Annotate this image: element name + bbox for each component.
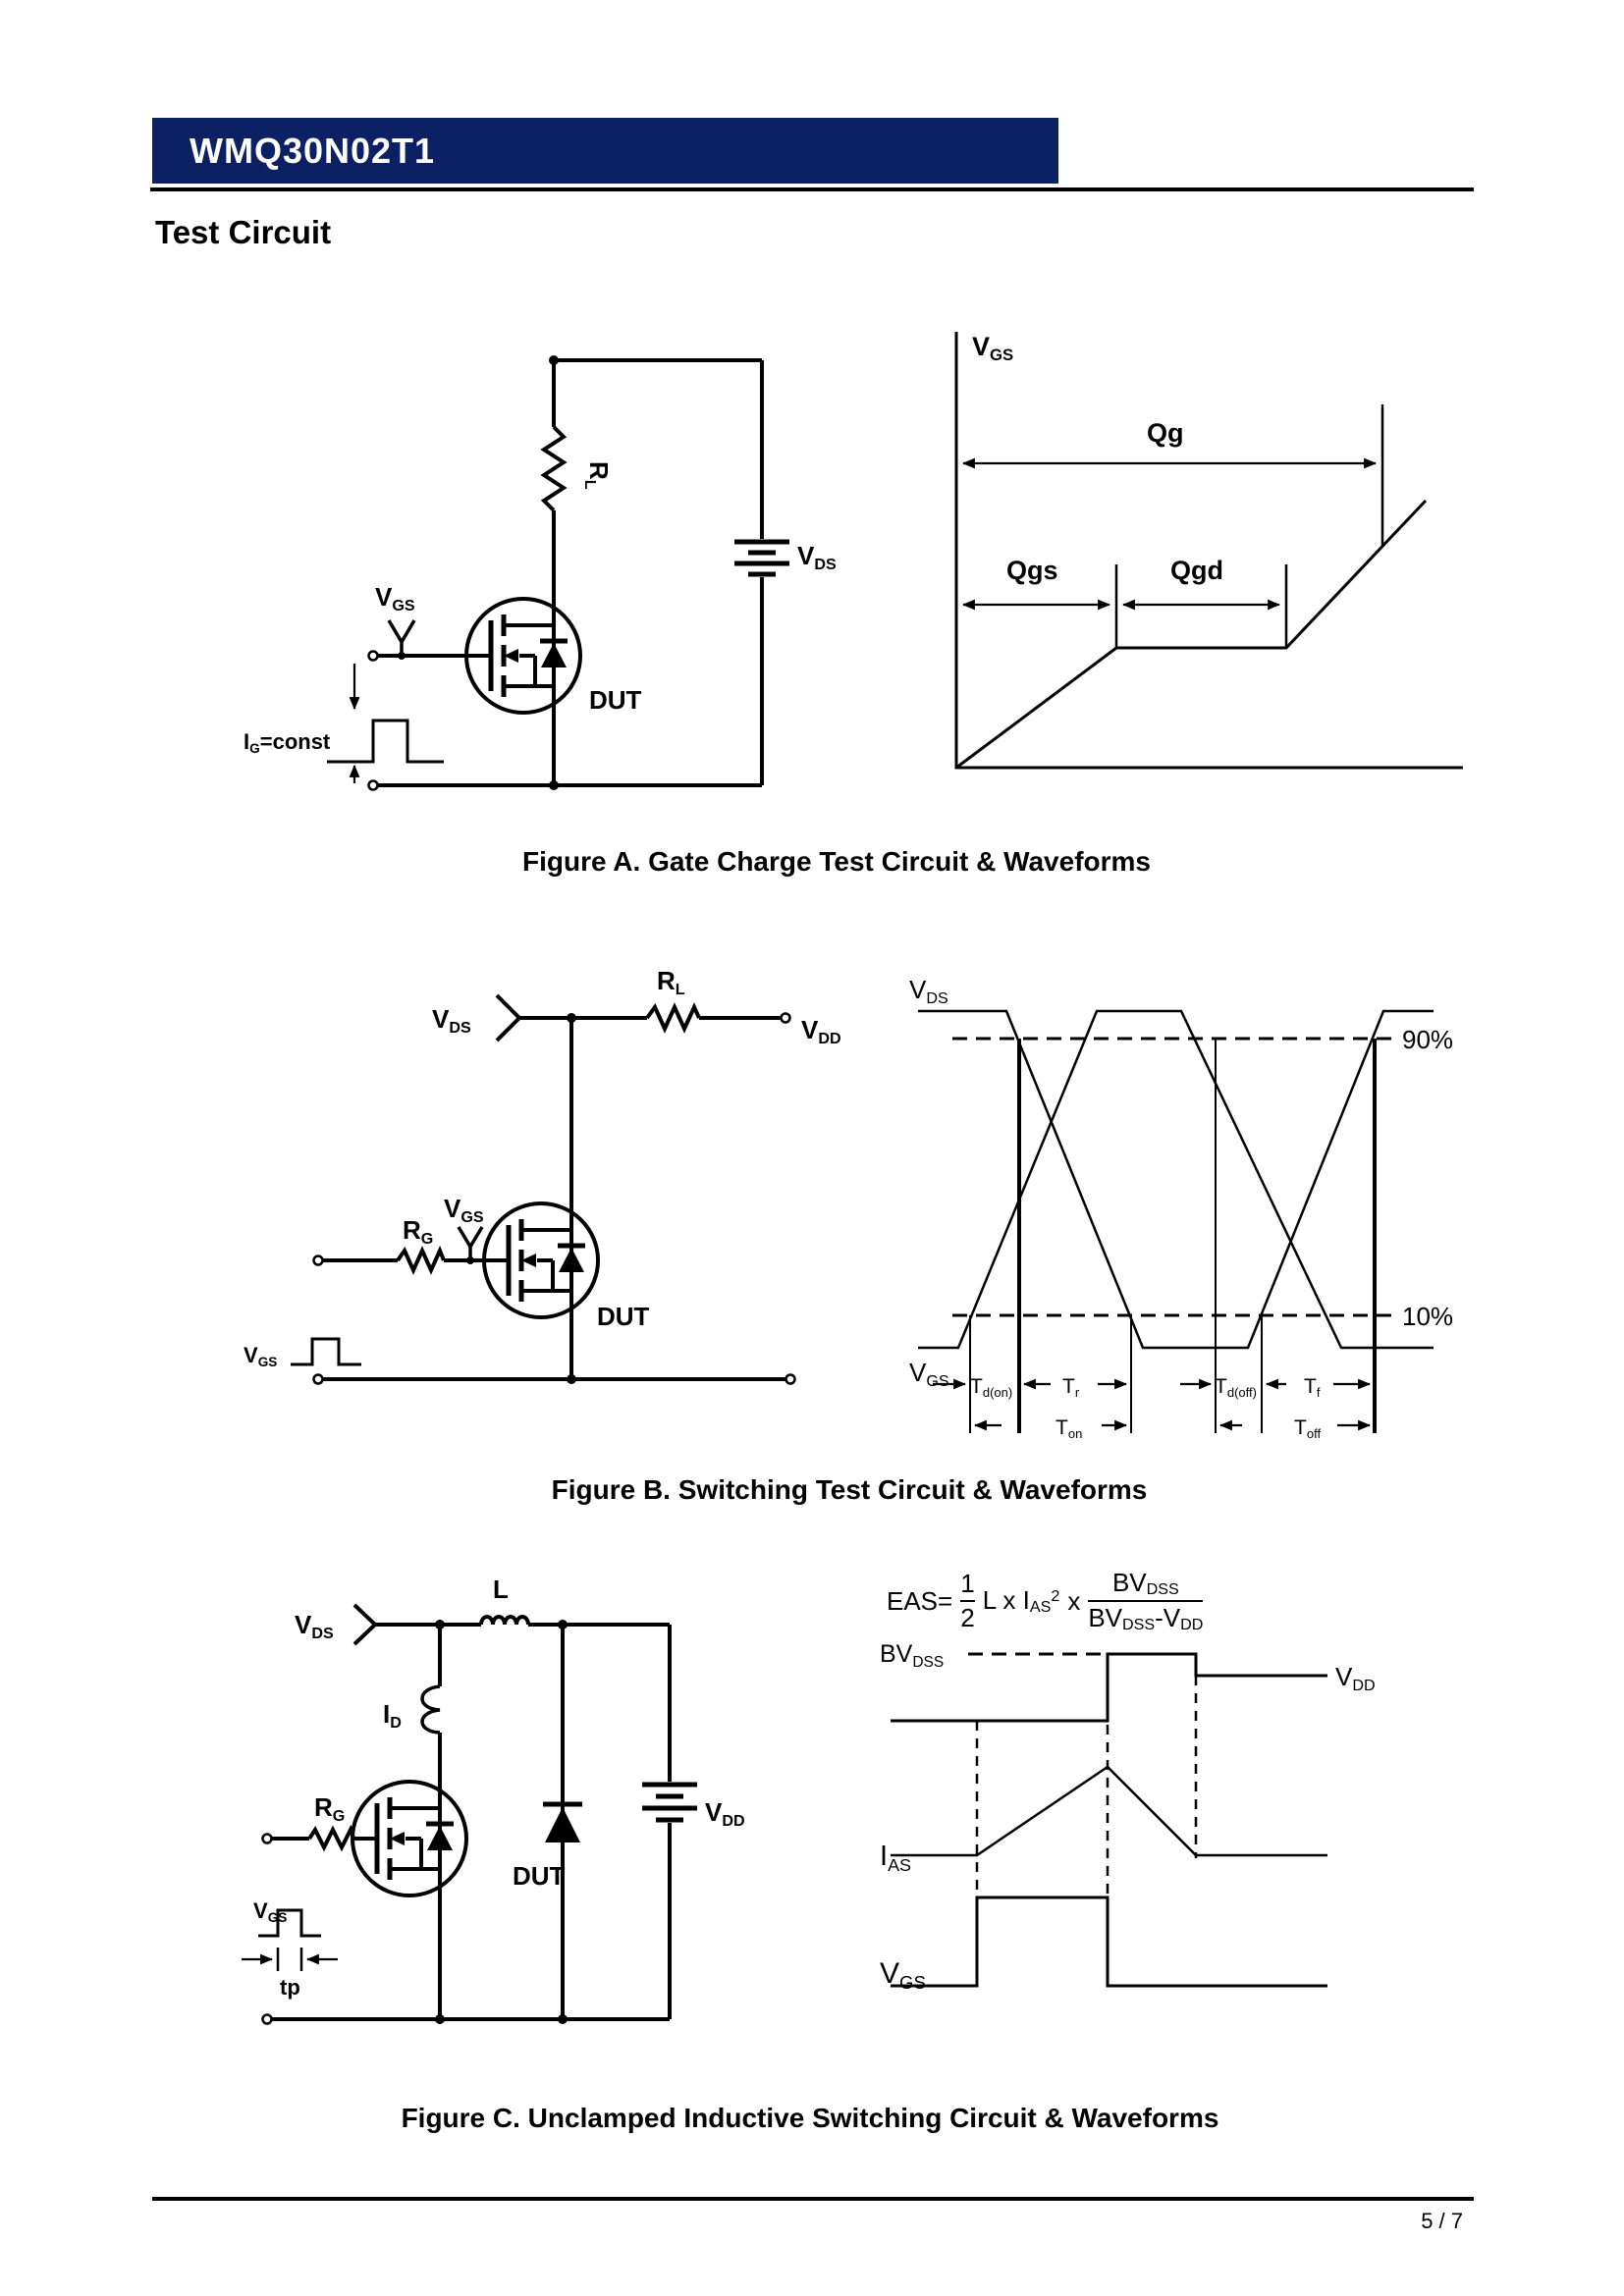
eas-lhs: EAS= <box>887 1585 953 1616</box>
figure-b-waveform <box>884 937 1522 1443</box>
vds-label: VDS <box>432 1004 471 1037</box>
resistor-rg <box>309 1830 353 1847</box>
resistor-rl <box>647 1007 699 1029</box>
dut-label: DUT <box>589 685 642 715</box>
figure-a-waveform <box>923 314 1483 795</box>
fraction-bvdss: $\frac{BV_{DSS}}{BV_{DSS}-V_{DD}}$ <box>1088 1568 1204 1634</box>
figure-a-wires <box>327 355 789 790</box>
fraction-half: $\frac{1}{2}$ <box>960 1568 975 1633</box>
source-terminal-right <box>786 1375 795 1384</box>
source-terminal-left <box>314 1375 323 1384</box>
figure-b-wires <box>291 995 795 1384</box>
vds-probe <box>354 1605 375 1644</box>
figure-b-caption: Figure B. Switching Test Circuit & Waveforms <box>551 1474 1148 1505</box>
vgs-trace <box>918 1011 1434 1348</box>
source-terminal <box>369 781 378 790</box>
header-title: WMQ30N02T1 <box>189 130 436 171</box>
figure-a-caption: Figure A. Gate Charge Test Circuit & Waveforms <box>522 846 1151 877</box>
pct10-label: 10% <box>1402 1302 1454 1331</box>
vgs-label: $V_{GS}$ <box>880 1957 926 1993</box>
vdd-terminal <box>782 1014 790 1023</box>
ig-pulse <box>327 721 444 762</box>
ig-const-label: IG=const <box>244 729 331 756</box>
qgd-label: Qgd <box>1170 556 1223 585</box>
l-label: L <box>493 1575 509 1604</box>
gate-terminal <box>369 652 378 661</box>
vgs-probe <box>389 620 414 656</box>
vgs-pulse <box>291 1339 361 1364</box>
figure-c-traces <box>891 1654 1327 1986</box>
figure-c-wires <box>242 1605 697 2024</box>
figure-c-circuit <box>226 1531 874 2047</box>
diode <box>543 1804 582 1842</box>
td-off-label: Td(off) <box>1215 1375 1257 1400</box>
vgs-charge-curve <box>956 501 1426 768</box>
tf-label: Tf <box>1304 1375 1321 1400</box>
vds-label: VDS <box>909 975 948 1007</box>
rg-label: RG <box>314 1792 346 1825</box>
figure-c-caption: Figure C. Unclamped Inductive Switching Circuit & Waveforms <box>401 2103 1219 2133</box>
resistor-rl <box>544 427 564 510</box>
vgs-axis-label: VGS <box>972 332 1014 364</box>
vgs-pulse-label: VGS <box>244 1343 278 1369</box>
gate-terminal <box>263 1835 272 1843</box>
rl-label: RL <box>581 461 614 490</box>
vgs-label: VGS <box>375 582 415 614</box>
figure-a-circuit <box>226 324 864 805</box>
id-label: ID <box>383 1699 402 1732</box>
battery-vdd <box>642 1785 697 1820</box>
figure-b-circuit <box>236 933 884 1428</box>
vds-trace <box>891 1654 1327 1721</box>
vgs-label: VGS <box>253 1898 288 1925</box>
vgs-probe <box>459 1227 482 1260</box>
td-on-label: Td(on) <box>970 1375 1013 1400</box>
header-bar <box>152 118 1058 184</box>
vds-label: VDS <box>797 541 837 573</box>
section-title: Test Circuit <box>155 214 332 250</box>
vds-label: VDS <box>295 1610 334 1642</box>
ias-label: $I_{AS}$ <box>880 1841 912 1875</box>
vds-trace <box>918 1011 1434 1348</box>
rl-label: RL <box>657 966 685 998</box>
source-terminal <box>263 2015 272 2024</box>
header-rule <box>150 187 1474 191</box>
vdd-label: VDD <box>705 1797 745 1830</box>
eas-term1: L x $I_{AS}^2$ <box>982 1585 1060 1617</box>
eas-times: x <box>1067 1585 1081 1616</box>
eas-formula <box>887 1569 1203 1634</box>
resistor-rg <box>398 1251 444 1270</box>
vdd-label: VDD <box>801 1015 841 1047</box>
ton-label: Ton <box>1056 1416 1083 1441</box>
qgs-label: Qgs <box>1006 556 1058 585</box>
rg-label: RG <box>403 1215 434 1248</box>
figure-a-wave-axes <box>956 332 1463 768</box>
dut-label: DUT <box>513 1861 566 1891</box>
gate-terminal <box>314 1256 323 1265</box>
vdd-label: VDD <box>1335 1662 1376 1694</box>
vgs-probe-label: VGS <box>444 1194 484 1226</box>
vgs-label: VGS <box>909 1358 949 1390</box>
vds-probe <box>497 995 519 1041</box>
id-current-probe <box>422 1686 440 1733</box>
battery-vds <box>734 542 789 574</box>
tp-label: tp <box>280 1975 300 2000</box>
pct90-label: 90% <box>1402 1025 1454 1054</box>
tr-label: Tr <box>1062 1375 1080 1400</box>
bvdss-label: $BV_{DSS}$ <box>880 1640 945 1671</box>
vgs-trace <box>891 1897 1327 1986</box>
page-number: 5 / 7 <box>1421 2209 1463 2233</box>
figure-b-traces <box>918 1011 1434 1433</box>
qg-label: Qg <box>1147 418 1184 448</box>
ias-trace <box>891 1767 1327 1855</box>
toff-label: Toff <box>1294 1416 1322 1441</box>
inductor-l <box>481 1617 528 1625</box>
footer-rule <box>152 2197 1474 2201</box>
dut-label: DUT <box>597 1302 650 1331</box>
